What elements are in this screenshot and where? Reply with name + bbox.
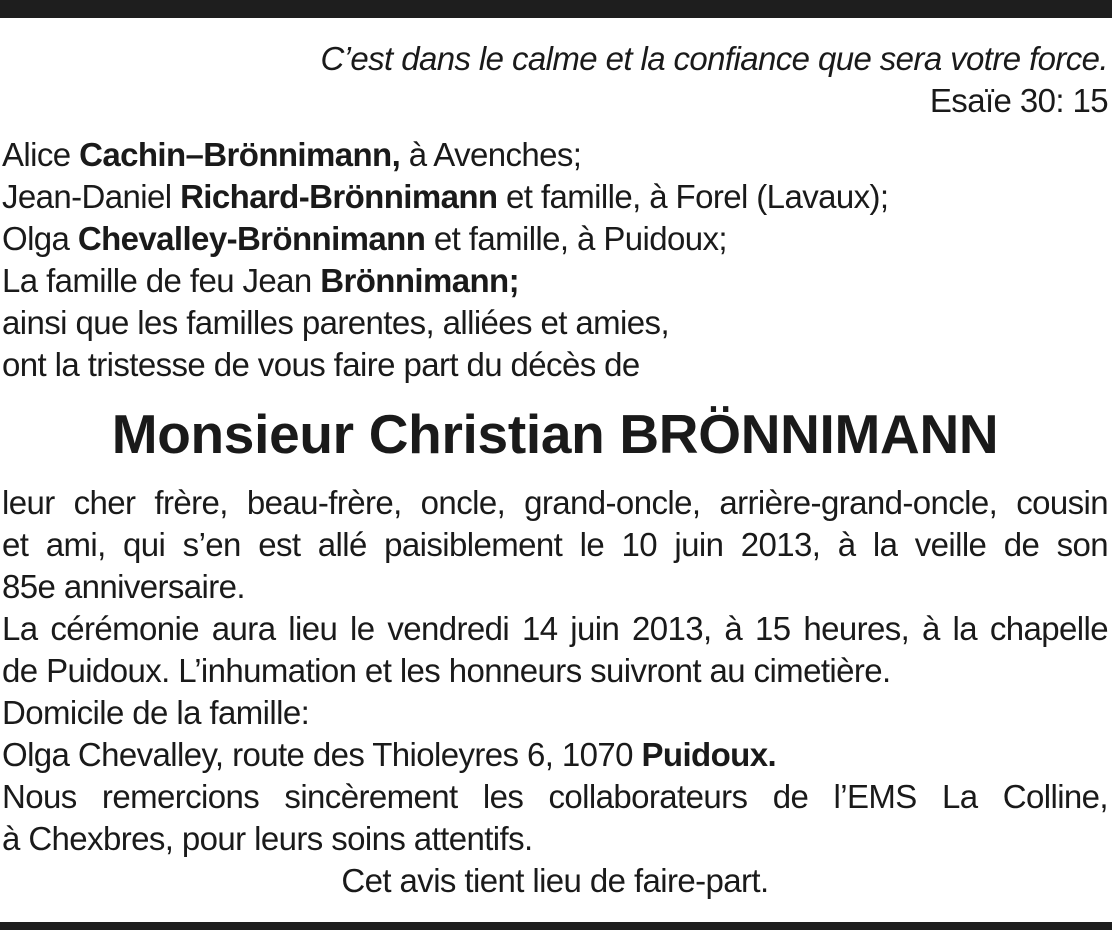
family-surname: Richard-Brönnimann — [180, 178, 498, 215]
bottom-rule — [0, 922, 1112, 930]
family-location: et famille, à Forel (Lavaux); — [497, 178, 889, 215]
death-notice — [2, 38, 1108, 902]
relation-line: et ami, qui s’en est allé paisiblement le 10 juin 2013, à la veille de son — [2, 526, 1108, 563]
closing-line: Cet avis tient lieu de faire-part. — [341, 862, 769, 899]
epigraph-reference: Esaïe 30: 15 — [929, 82, 1108, 119]
family-line — [2, 218, 1108, 260]
intro-line: ainsi que les familles parentes, alliées et amies, — [2, 304, 670, 341]
domicile-address — [2, 734, 1108, 776]
family-first-name: Alice — [2, 136, 80, 173]
deceased-name: Monsieur Christian BRÖNNIMANN — [111, 403, 999, 465]
ceremony-line: de Puidoux. L’inhumation et les honneurs suivront au cimetière. — [2, 652, 891, 689]
family-surname: Chevalley-Brönnimann — [77, 220, 426, 257]
thanks-line: à Chexbres, pour leurs soins attentifs. — [2, 820, 533, 857]
family-first-name: Jean-Daniel — [2, 178, 181, 215]
relation-line: 85e anniversaire. — [2, 568, 245, 605]
family-location: à Avenches; — [400, 136, 582, 173]
top-rule — [0, 0, 1112, 18]
family-surname: Brönnimann; — [320, 262, 519, 299]
family-first-name: La famille de feu Jean — [2, 262, 321, 299]
domicile-street: Olga Chevalley, route des Thioleyres 6, 1070 — [2, 736, 642, 773]
epigraph-quote: C’est dans le calme et la confiance que sera votre force. — [320, 40, 1108, 77]
domicile-label: Domicile de la famille: — [2, 694, 310, 731]
thanks-line: Nous remercions sincèrement les collaborateurs de l’EMS La Colline, — [2, 778, 1108, 815]
family-first-name: Olga — [2, 220, 78, 257]
family-line — [2, 260, 1108, 302]
relation-line: leur cher frère, beau-frère, oncle, grand-oncle, arrière-grand-oncle, cousin — [2, 484, 1108, 521]
family-line — [2, 176, 1108, 218]
family-surname: Cachin–Brönnimann, — [79, 136, 401, 173]
ceremony-line: La cérémonie aura lieu le vendredi 14 juin 2013, à 15 heures, à la chapelle — [2, 610, 1108, 647]
family-location: et famille, à Puidoux; — [425, 220, 727, 257]
family-line — [2, 134, 1108, 176]
intro-line: ont la tristesse de vous faire part du décès de — [2, 346, 640, 383]
domicile-city: Puidoux. — [641, 736, 777, 773]
